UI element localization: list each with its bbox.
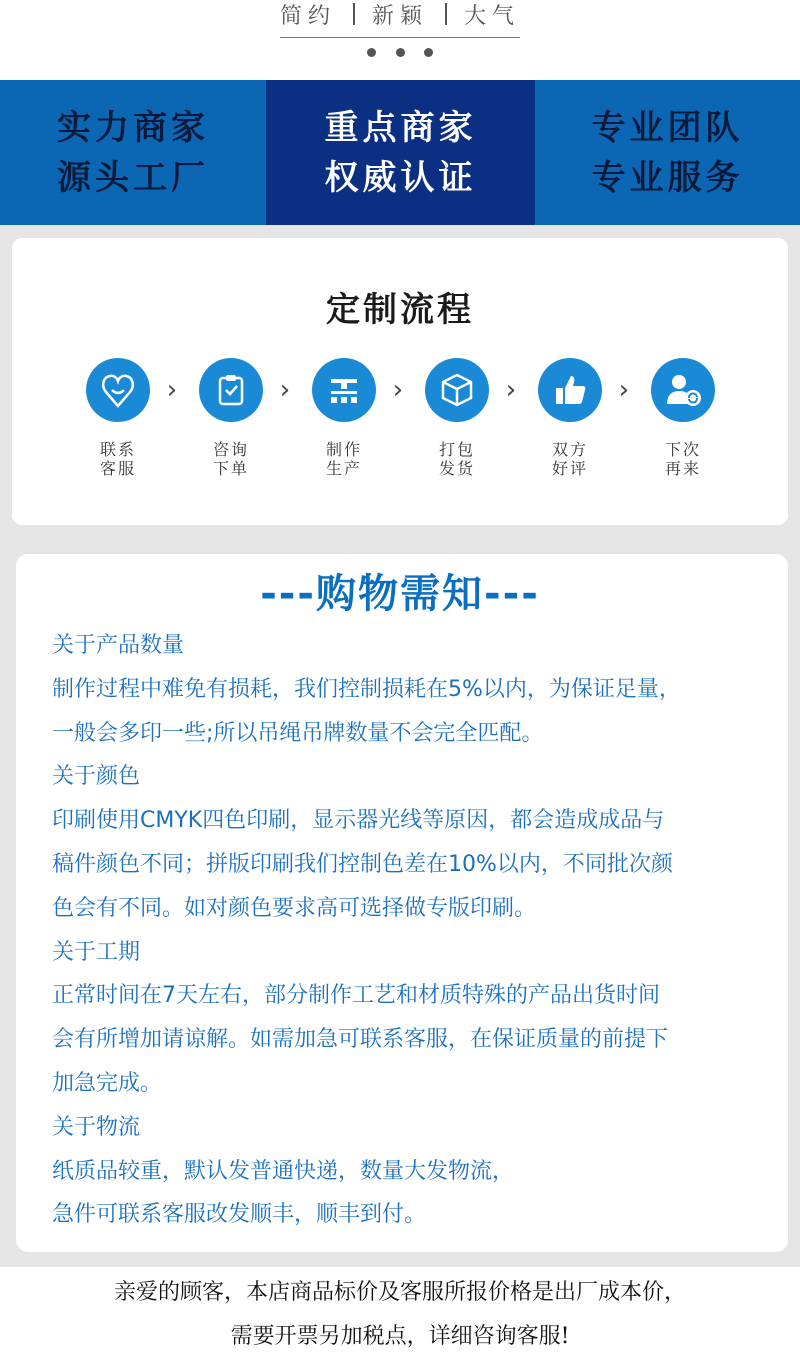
- banner-right-line2: 专业服务: [591, 157, 744, 198]
- slogan-word-1: 简约: [280, 3, 337, 29]
- notice-heading: 关于产品数量: [52, 633, 185, 658]
- slogan-separator: [445, 3, 447, 25]
- step-label: 咨询 下单: [212, 440, 249, 478]
- slogan-header: [0, 0, 800, 80]
- dot: [396, 48, 405, 57]
- chevron-right-icon: ›: [505, 375, 517, 405]
- footer-line-2: 需要开票另加税点，详细咨询客服!: [230, 1324, 570, 1349]
- banner-left-line1: 实力商家: [57, 107, 209, 148]
- price-notice-footer: [0, 1267, 800, 1351]
- notice-text: 一般会多印一些;所以吊绳吊牌数量不会完全匹配。: [52, 720, 544, 746]
- user-repeat-icon: [651, 358, 715, 422]
- slogan-underline: [280, 37, 520, 38]
- notice-text: 加急完成。: [52, 1070, 163, 1096]
- process-step-review: [537, 358, 603, 478]
- chevron-right-icon: ›: [618, 375, 630, 405]
- notice-heading: 关于工期: [52, 939, 141, 965]
- process-title: 定制流程: [326, 290, 474, 330]
- process-step-return: [650, 358, 716, 478]
- footer-line-1: 亲爱的顾客，本店商品标价及客服所报价格是出厂成本价，: [113, 1280, 686, 1305]
- banner-right-line1: 专业团队: [591, 107, 744, 148]
- heart-location-icon: [86, 358, 150, 422]
- notice-text: 制作过程中难免有损耗，我们控制损耗在5%以内，为保证足量，: [52, 676, 681, 702]
- banner-left-line2: 源头工厂: [57, 157, 209, 198]
- process-step-contact: [85, 358, 151, 478]
- step-label: 下次 再来: [664, 440, 701, 478]
- package-box-icon: [425, 358, 489, 422]
- feature-banner: [0, 80, 800, 225]
- notice-text: 稿件颜色不同；拼版印刷我们控制色差在10%以内，不同批次颜: [52, 851, 673, 877]
- banner-middle-line2: 权威认证: [324, 157, 477, 198]
- notice-text: 色会有不同。如对颜色要求高可选择做专版印刷。: [52, 895, 537, 921]
- notice-text: 正常时间在7天左右，部分制作工艺和材质特殊的产品出货时间: [52, 983, 660, 1009]
- banner-middle: [266, 80, 535, 225]
- chevron-right-icon: ›: [279, 375, 291, 405]
- slogan-word-2: 新颖: [371, 3, 428, 29]
- step-label: 联系 客服: [99, 440, 136, 478]
- dot: [367, 48, 376, 57]
- step-label: 制作 生产: [325, 440, 362, 478]
- step-label: 双方 好评: [551, 440, 588, 478]
- notice-text: 纸质品较重，默认发普通快递，数量大发物流，: [52, 1158, 515, 1184]
- notice-title: ---购物需知---: [260, 571, 540, 617]
- notice-heading: 关于颜色: [52, 764, 141, 790]
- step-label: 打包 发货: [438, 440, 475, 478]
- process-step-order: [198, 358, 264, 478]
- process-step-ship: [424, 358, 490, 478]
- banner-right: [535, 80, 800, 225]
- slogan-separator: [353, 3, 355, 25]
- production-icon: [312, 358, 376, 422]
- chevron-right-icon: ›: [166, 375, 178, 405]
- dot: [424, 48, 433, 57]
- notice-text: 印刷使用CMYK四色印刷，显示器光线等原因，都会造成成品与: [52, 808, 665, 834]
- notice-text: 急件可联系客服改发顺丰，顺丰到付。: [52, 1202, 427, 1228]
- clipboard-icon: [199, 358, 263, 422]
- slogan-word-3: 大气: [463, 3, 520, 29]
- chevron-right-icon: ›: [392, 375, 404, 405]
- notice-body: [52, 624, 772, 1237]
- slogan-text: [280, 0, 520, 28]
- slogan-dots: [367, 48, 433, 58]
- notice-heading: 关于物流: [52, 1114, 141, 1140]
- notice-text: 会有所增加请谅解。如需加急可联系客服，在保证质量的前提下: [52, 1027, 669, 1053]
- thumbs-up-icon: [538, 358, 602, 422]
- process-step-production: [311, 358, 377, 478]
- banner-left: [0, 80, 266, 225]
- banner-middle-line1: 重点商家: [324, 107, 477, 148]
